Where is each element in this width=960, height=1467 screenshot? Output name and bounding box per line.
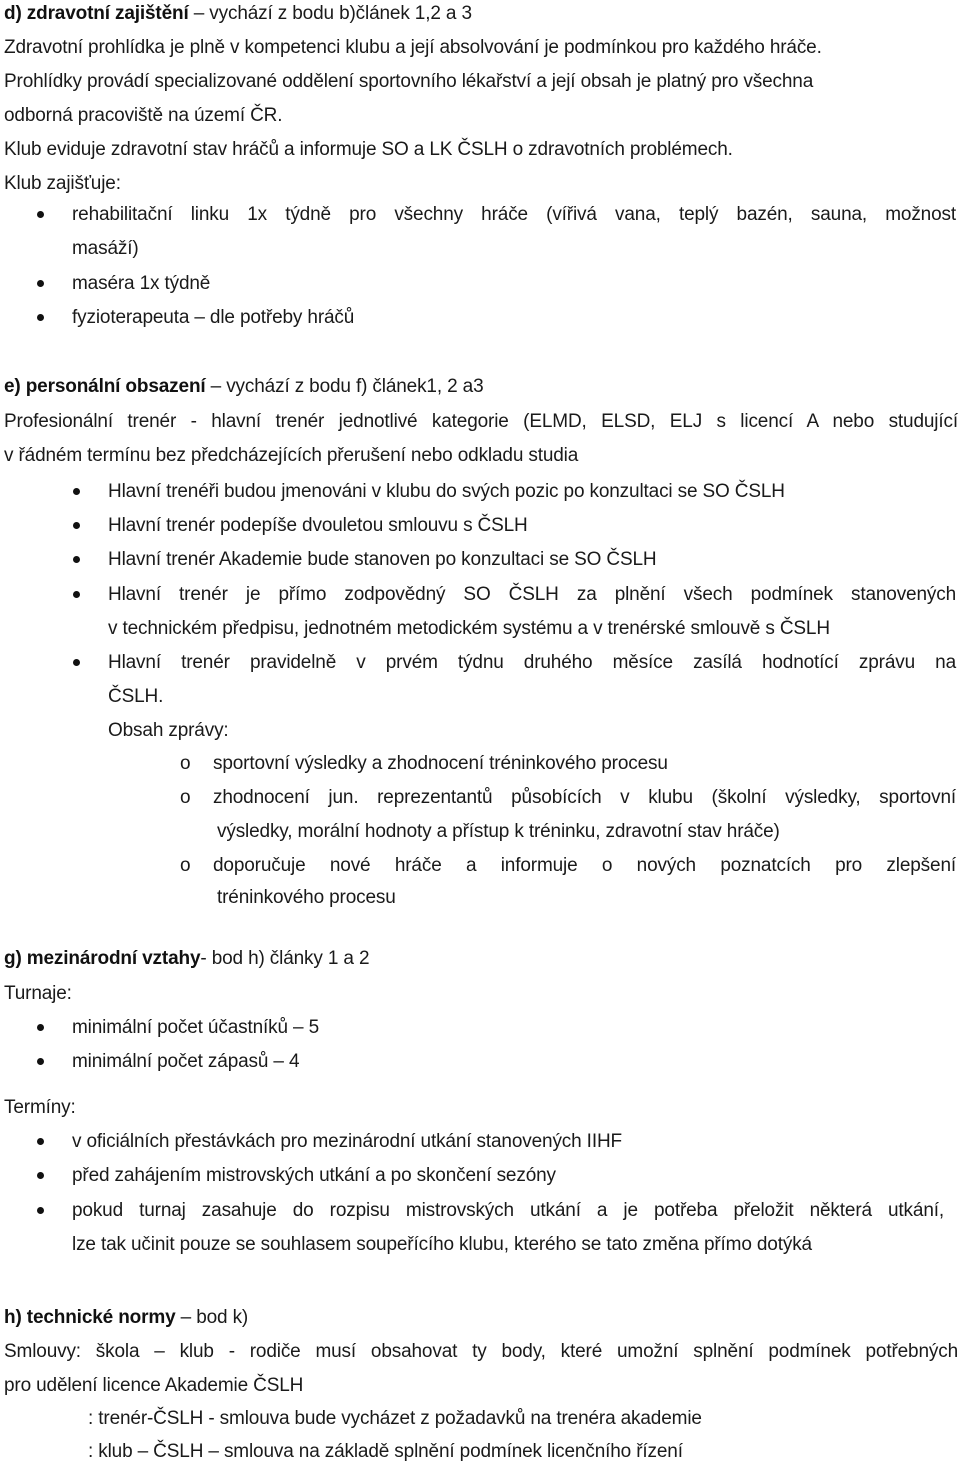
bullet-icon	[73, 591, 80, 598]
section-h-heading	[4, 1306, 958, 1330]
sub-list-item: sportovní výsledky a zhodnocení tréninkového procesu	[213, 753, 668, 774]
paragraph: v řádném termínu bez předcházejících přerušení nebo odkladu studia	[4, 445, 579, 466]
circle-bullet-icon: o	[180, 855, 191, 876]
list-item: před zahájením mistrovských utkání a po skončení sezóny	[72, 1165, 556, 1186]
paragraph: Smlouvy: škola – klub - rodiče musí obsahovat ty body, které umožní splnění podmínek potřebných	[4, 1341, 958, 1362]
list-item: Hlavní trenér Akademie bude stanoven po konzultaci se SO ČSLH	[108, 549, 657, 570]
section-h-title: h) technické normy	[4, 1307, 176, 1328]
circle-bullet-icon: o	[180, 753, 191, 774]
list-item: pokud turnaj zasahuje do rozpisu mistrovských utkání a je potřeba přeložit některá utkání,	[72, 1200, 944, 1221]
bullet-icon	[73, 488, 80, 495]
bullet-icon	[73, 522, 80, 529]
bullet-icon	[37, 1138, 44, 1145]
list-item-continuation: masáží)	[72, 238, 139, 259]
list-item-continuation: ČSLH.	[108, 686, 164, 707]
list-item: Hlavní trenéři budou jmenováni v klubu do svých pozic po konzultaci se SO ČSLH	[108, 481, 785, 502]
sub-list-item-continuation: tréninkového procesu	[217, 887, 396, 908]
list-item: fyzioterapeuta – dle potřeby hráčů	[72, 307, 355, 328]
section-e-title: e) personální obsazení	[4, 376, 206, 397]
section-d-heading	[4, 2, 958, 26]
sub-list-item: doporučuje nové hráče a informuje o nových poznatcích pro zlepšení	[213, 855, 956, 876]
bullet-icon	[37, 211, 44, 218]
paragraph: odborná pracoviště na území ČR.	[4, 105, 283, 126]
sub-list-item: zhodnocení jun. reprezentantů působících v klubu (školní výsledky, sportovní	[213, 787, 956, 808]
section-e-heading	[4, 375, 958, 399]
list-item: minimální počet účastníků – 5	[72, 1017, 320, 1038]
terminy-label: Termíny:	[4, 1097, 76, 1118]
section-g-heading	[4, 947, 958, 971]
sub-list-item-continuation: výsledky, morální hodnoty a přístup k tréninku, zdravotní stav hráče)	[217, 821, 780, 842]
list-item: v oficiálních přestávkách pro mezinárodní utkání stanovených IIHF	[72, 1131, 622, 1152]
paragraph: Zdravotní prohlídka je plně v kompetenci klubu a její absolvování je podmínkou pro každého hráče.	[4, 37, 822, 58]
report-label: Obsah zprávy:	[108, 720, 229, 741]
bullet-icon	[37, 1172, 44, 1179]
paragraph: Prohlídky provádí specializované oddělení sportovního lékařství a její obsah je platný pro všechna	[4, 71, 814, 92]
bullet-icon	[37, 1207, 44, 1214]
paragraph: : trenér-ČSLH - smlouva bude vycházet z požadavků na trenéra akademie	[88, 1408, 702, 1429]
list-item: Hlavní trenér podepíše dvouletou smlouvu s ČSLH	[108, 515, 528, 536]
section-h-subtitle: – bod k)	[175, 1307, 249, 1328]
list-item-continuation: lze tak učinit pouze se souhlasem soupeřícího klubu, kterého se tato změna přímo dotýká	[72, 1234, 812, 1255]
bullet-icon	[37, 1058, 44, 1065]
bullet-icon	[73, 659, 80, 666]
section-d-title: d) zdravotní zajištění	[4, 3, 189, 24]
paragraph: Klub zajišťuje:	[4, 173, 121, 194]
list-item: maséra 1x týdně	[72, 273, 211, 294]
section-g-subtitle: - bod h) články 1 a 2	[200, 948, 370, 969]
list-item-continuation: v technickém předpisu, jednotném metodickém systému a v trenérské smlouvě s ČSLH	[108, 618, 830, 639]
turnaje-label: Turnaje:	[4, 983, 72, 1004]
list-item: minimální počet zápasů – 4	[72, 1051, 300, 1072]
section-e-subtitle: – vychází z bodu f) článek1, 2 a3	[205, 376, 484, 397]
bullet-icon	[37, 1024, 44, 1031]
list-item: Hlavní trenér pravidelně v prvém týdnu druhého měsíce zasílá hodnotící zprávu na	[108, 652, 956, 673]
paragraph: : klub – ČSLH – smlouva na základě splnění podmínek licenčního řízení	[88, 1441, 683, 1462]
list-item: rehabilitační linku 1x týdně pro všechny hráče (vířivá vana, teplý bazén, sauna, možnost	[72, 204, 956, 225]
paragraph: Klub eviduje zdravotní stav hráčů a informuje SO a LK ČSLH o zdravotních problémech.	[4, 139, 733, 160]
circle-bullet-icon: o	[180, 787, 191, 808]
bullet-icon	[37, 314, 44, 321]
paragraph: pro udělení licence Akademie ČSLH	[4, 1375, 304, 1396]
section-g-title: g) mezinárodní vztahy	[4, 948, 201, 969]
list-item: Hlavní trenér je přímo zodpovědný SO ČSLH za plnění všech podmínek stanovených	[108, 584, 956, 605]
bullet-icon	[37, 280, 44, 287]
paragraph: Profesionální trenér - hlavní trenér jednotlivé kategorie (ELMD, ELSD, ELJ s licencí A nebo studující	[4, 411, 958, 432]
bullet-icon	[73, 556, 80, 563]
section-d-subtitle: – vychází z bodu b)článek 1,2 a 3	[188, 3, 472, 24]
